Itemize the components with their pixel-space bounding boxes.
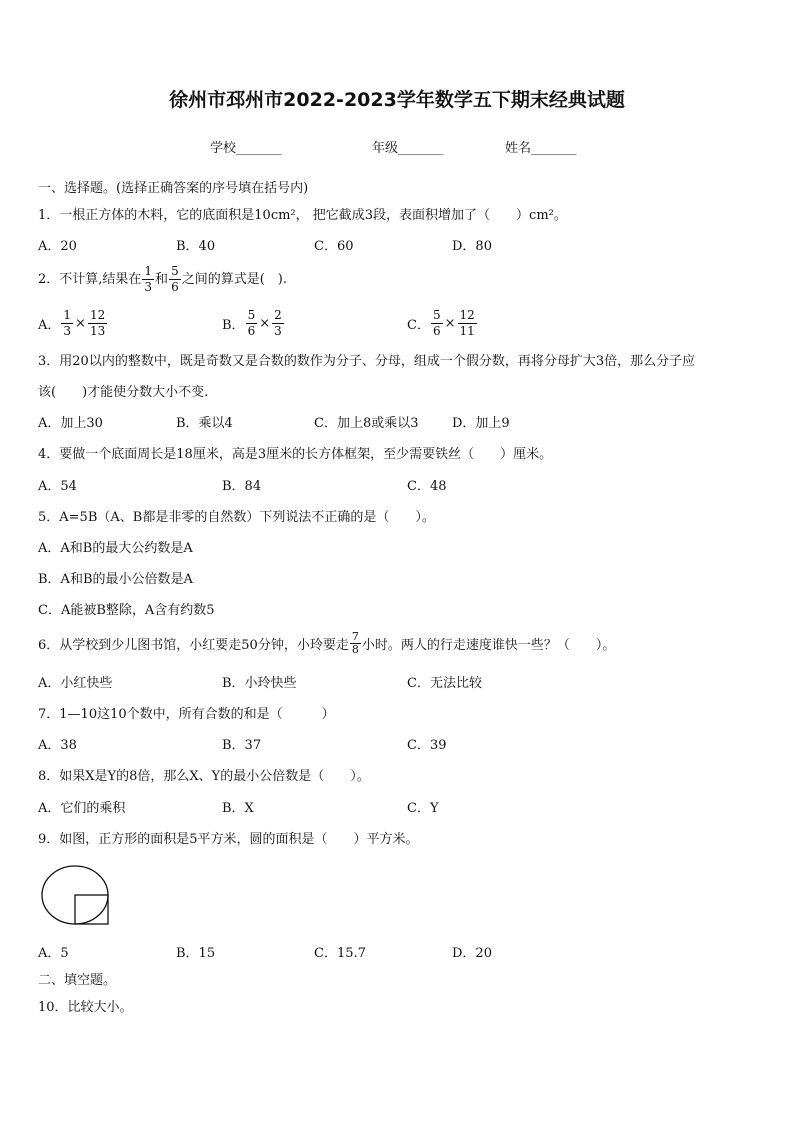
denominator: 11 [459, 324, 475, 338]
denominator: 6 [247, 324, 256, 338]
denominator: 13 [89, 324, 106, 338]
numerator: 5 [247, 308, 256, 322]
q2-option-b [222, 308, 285, 339]
question-7: 7．1—10这10个数中，所有合数的和是（ ） [38, 707, 335, 722]
q5-option-b: B．A和B的最小公倍数是A [38, 572, 193, 587]
question-9: 9．如图，正方形的面积是5平方米，圆的面积是（ ）平方米。 [38, 832, 419, 847]
grade-field: 年级_______ [372, 141, 444, 156]
question-3-line-1: 3．用20以内的整数中，既是奇数又是合数的数作为分子、分母，组成一个假分数，再将分母扩大3倍，那么分子应 [38, 354, 696, 369]
q2-fraction-1 [142, 264, 154, 295]
q2-f1-denominator: 3 [144, 280, 153, 294]
section-2-heading: 二、填空题。 [38, 973, 117, 988]
q2-b-frac-1 [246, 308, 258, 339]
q2-b-label: B． [222, 318, 245, 333]
q6-option-a: A．小红快些 [38, 676, 113, 691]
q2-c-label: C． [407, 318, 430, 333]
circle-square-figure [40, 862, 114, 928]
q2-mid: 和 [155, 272, 169, 287]
q6-fraction [350, 631, 361, 656]
q2-c-frac-2 [458, 308, 477, 339]
question-8: 8．如果X是Y的8倍，那么X、Y的最小公倍数是（ ）。 [38, 769, 370, 784]
q9-option-d: D．20 [452, 946, 492, 961]
denominator: 6 [432, 324, 441, 338]
q6-option-b: B．小玲快些 [222, 676, 297, 691]
q3-option-a: A．加上30 [38, 416, 103, 431]
q1-option-c: C．60 [314, 239, 354, 254]
q1-option-d: D．80 [452, 239, 492, 254]
question-5: 5．A=5B（A、B都是非零的自然数）下列说法不正确的是（ ）。 [38, 510, 435, 525]
q2-b-frac-2 [272, 308, 284, 339]
times-sign: × [75, 316, 86, 331]
q3-option-b: B．乘以4 [176, 416, 233, 431]
school-field: 学校_______ [210, 141, 282, 156]
q6-suffix: 小时。两人的行走速度谁快一些？（ ）。 [361, 638, 616, 653]
denominator: 3 [274, 324, 282, 338]
numerator: 1 [63, 308, 72, 322]
q9-option-b: B．15 [176, 946, 216, 961]
question-3-line-2: 该( )才能使分数大小不变. [38, 385, 209, 400]
page-title: 徐州市邳州市2022-2023学年数学五下期末经典试题 [169, 89, 625, 111]
q4-option-c: C．48 [407, 479, 447, 494]
q6-prefix: 6．从学校到少儿图书馆，小红要走50分钟，小玲要走 [38, 638, 349, 653]
q9-option-c: C．15.7 [314, 946, 366, 961]
q2-prefix: 2．不计算,结果在 [38, 272, 142, 287]
q2-option-a [38, 308, 108, 339]
q3-option-c: C．加上8或乘以3 [314, 416, 419, 431]
numerator: 12 [459, 308, 475, 322]
question-2 [38, 264, 287, 295]
q7-option-a: A．38 [38, 738, 77, 753]
q8-option-c: C．Y [407, 801, 439, 816]
q2-f2-denominator: 6 [171, 280, 179, 294]
question-10: 10．比较大小。 [38, 1000, 133, 1015]
q7-option-b: B．37 [222, 738, 262, 753]
q6-option-c: C．无法比较 [407, 676, 482, 691]
q3-option-d: D．加上9 [452, 416, 510, 431]
numerator: 2 [274, 308, 282, 322]
numerator: 5 [432, 308, 441, 322]
times-sign: × [259, 316, 271, 331]
q8-option-a: A．它们的乘积 [38, 801, 126, 816]
q2-f2-numerator: 5 [171, 264, 179, 278]
q6-numerator: 7 [351, 630, 359, 643]
q7-option-c: C．39 [407, 738, 447, 753]
q5-option-a: A．A和B的最大公约数是A [38, 541, 193, 556]
q2-a-frac-2 [88, 308, 107, 339]
q2-a-label: A． [38, 318, 61, 333]
section-1-heading: 一、选择题。(选择正确答案的序号填在括号内) [38, 181, 309, 196]
q5-option-c: C．A能被B整除，A含有约数5 [38, 603, 215, 618]
q4-option-b: B．84 [222, 479, 262, 494]
q2-suffix: 之间的算式是( ). [181, 272, 287, 287]
denominator: 3 [63, 324, 72, 338]
question-1: 1．一根正方体的木料，它的底面积是10cm²， 把它截成3段，表面积增加了（ ）cm²。 [38, 208, 567, 223]
question-4: 4．要做一个底面周长是18厘米，高是3厘米的长方体框架，至少需要铁丝（ ）厘米。 [38, 447, 553, 462]
q2-a-frac-1 [61, 308, 73, 339]
q1-option-b: B．40 [176, 239, 216, 254]
q9-option-a: A．5 [38, 946, 69, 961]
q2-c-frac-1 [431, 308, 443, 339]
q2-fraction-2 [169, 264, 181, 295]
name-field: 姓名_______ [505, 141, 577, 156]
q1-option-a: A．20 [38, 239, 77, 254]
q2-option-c [407, 308, 478, 339]
q4-option-a: A．54 [38, 479, 77, 494]
times-sign: × [444, 316, 456, 331]
question-6 [38, 631, 615, 656]
q6-denominator: 8 [351, 643, 359, 656]
q8-option-b: B．X [222, 801, 254, 816]
q2-f1-numerator: 1 [144, 264, 153, 278]
numerator: 12 [89, 308, 106, 322]
